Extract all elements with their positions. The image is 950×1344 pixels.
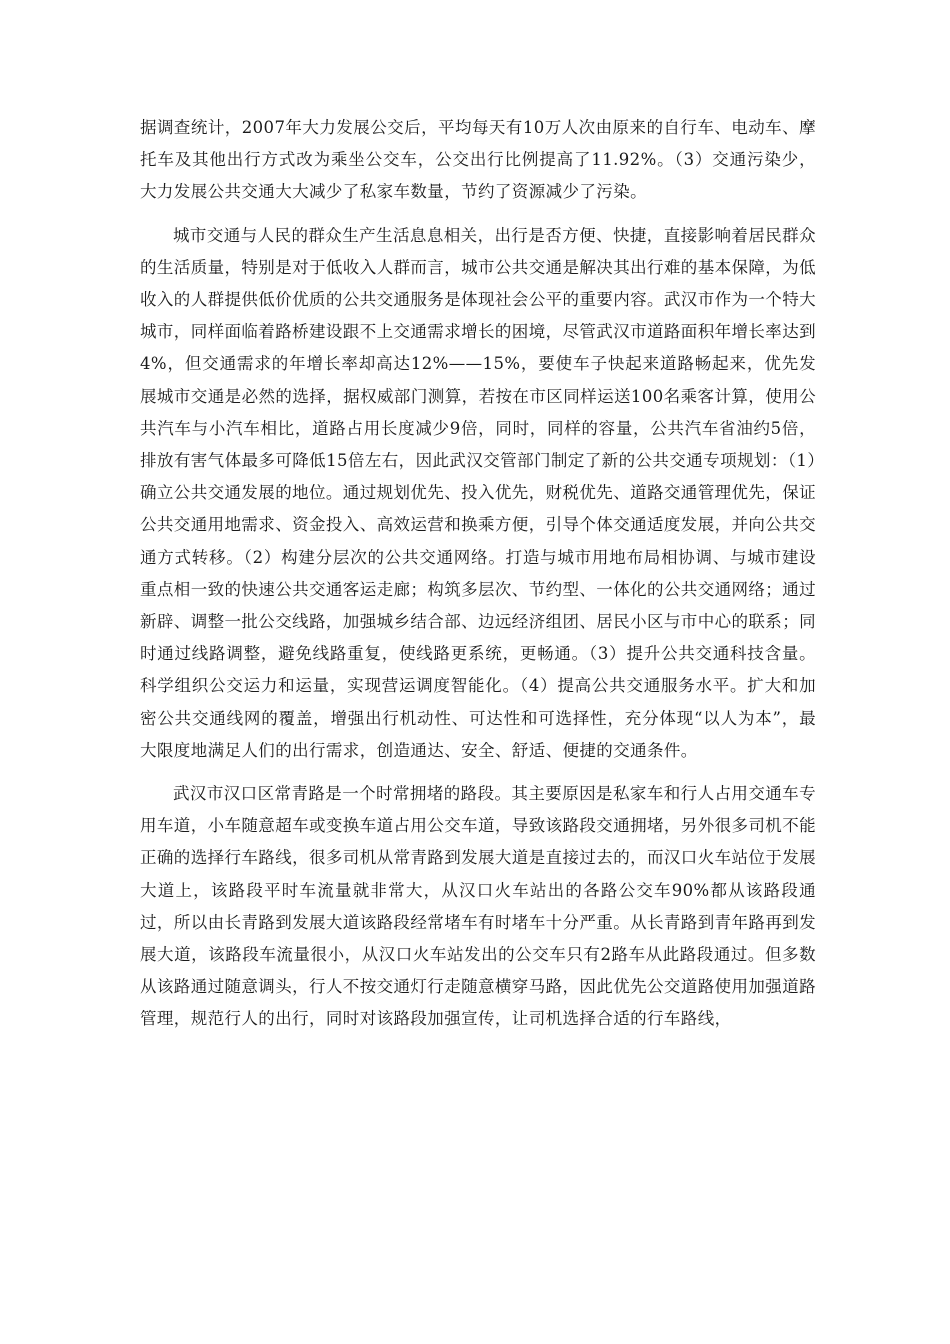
paragraph-2: 城市交通与人民的群众生产生活息息相关，出行是否方便、快捷，直接影响着居民群众的生活质量，特别是对于低收入人群而言，城市公共交通是解决其出行难的基本保障，为低收入的人群提供低价优质的公共交通服务是体现社会公平的重要内容。武汉市作为一个特大城市，同样面临着路桥建设跟不上交通需求增长的困境，尽管武汉市道路面积年增长率达到4%，但交通需求的年增长率却高达12%——15%，要使车子快起来道路畅起来，优先发展城市交通是必然的选择，据权威部门测算，若按在市区同样运送100名乘客计算，使用公共汽车与小汽车相比，道路占用长度减少9倍，同时，同样的容量，公共汽车省油约5倍，排放有害气体最多可降低15倍左右，因此武汉交管部门制定了新的公共交通专项规划：（1）确立公共交通发展的地位。通过规划优先、投入优先，财税优先、道路交通管理优先，保证公共交通用地需求、资金投入、高效运营和换乘方便，引导个体交通适度发展，并向公共交通方式转移。（2）构建分层次的公共交通网络。打造与城市用地布局相协调、与城市建设重点相一致的快速公共交通客运走廊；构筑多层次、节约型、一体化的公共交通网络；通过新辟、调整一批公交线路，加强城乡结合部、边远经济组团、居民小区与市中心的联系；同时通过线路调整，避免线路重复，使线路更系统，更畅通。（3）提升公共交通科技含量。科学组织公交运力和运量，实现营运调度智能化。（4）提高公共交通服务水平。扩大和加密公共交通线网的覆盖，增强出行机动性、可达性和可选择性，充分体现“以人为本”，最大限度地满足人们的出行需求，创造通达、安全、舒适、便捷的交通条件。 [140,225,816,760]
paragraph-1: 据调查统计，2007年大力发展公交后，平均每天有10万人次由原来的自行车、电动车、摩托车及其他出行方式改为乘坐公交车，公交出行比例提高了11.92%。（3）交通污染少，大力发展公共交通大大减少了私家车数量，节约了资源减少了污染。 [140,118,816,202]
paragraph-3: 武汉市汉口区常青路是一个时常拥堵的路段。其主要原因是私家车和行人占用交通车专用车道，小车随意超车或变换车道占用公交车道，导致该路段交通拥堵，另外很多司机不能正确的选择行车路线，很多司机从常青路到发展大道是直接过去的，而汉口火车站位于发展大道上，该路段平时车流量就非常大，从汉口火车站出的各路公交车90%都从该路段通过，所以由长青路到发展大道该路段经常堵车有时堵车十分严重。从长青路到青年路再到发展大道，该路段车流量很小，从汉口火车站发出的公交车只有2路车从此路段通过。但多数从该路通过随意调头，行人不按交通灯行走随意横穿马路，因此优先公交道路使用加强道路管理，规范行人的出行，同时对该路段加强宣传，让司机选择合适的行车路线， [140,784,816,1029]
document-body [140,112,816,1047]
